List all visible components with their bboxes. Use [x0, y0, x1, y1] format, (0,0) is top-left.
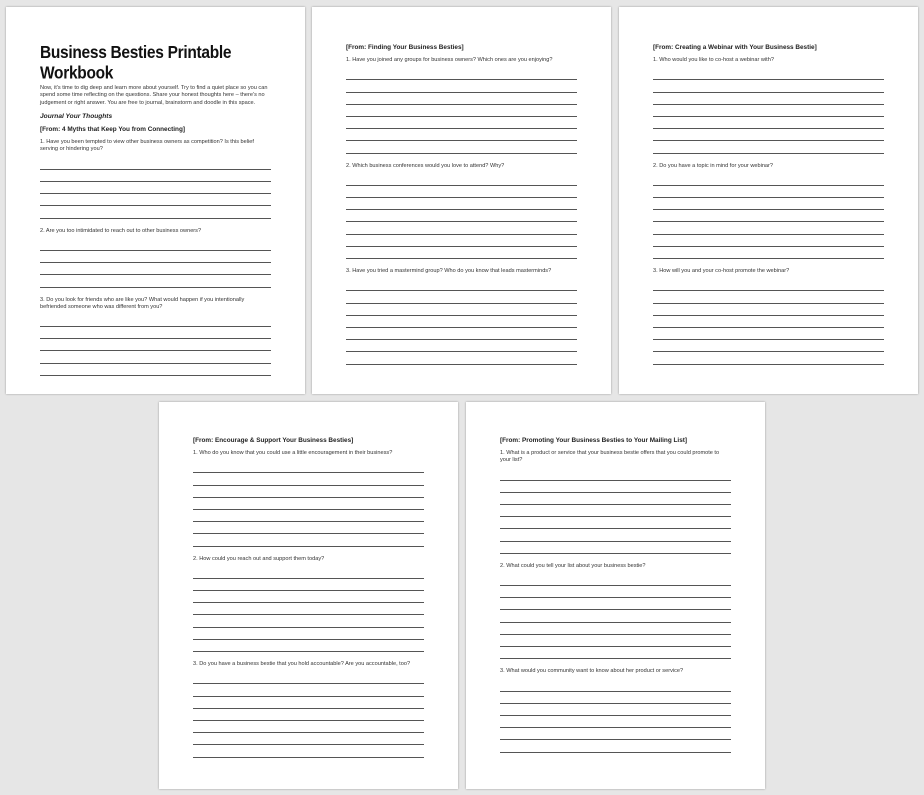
writing-line: [500, 679, 731, 691]
writing-line: [193, 567, 424, 579]
writing-line: [653, 340, 884, 352]
writing-line: [500, 505, 731, 517]
writing-line: [40, 351, 271, 363]
writing-line: [346, 316, 577, 328]
writing-line: [346, 129, 577, 141]
question-block: [653, 163, 884, 260]
writing-line: [653, 316, 884, 328]
writing-line: [193, 733, 424, 745]
writing-line: [40, 339, 271, 351]
writing-line: [346, 291, 577, 303]
writing-line: [193, 510, 424, 522]
writing-line: [346, 68, 577, 80]
writing-lines: [653, 68, 884, 153]
question-block: [40, 228, 271, 288]
section-heading: [From: Promoting Your Business Besties to Your Mailing List]: [500, 437, 688, 444]
writing-line: [500, 468, 731, 480]
writing-line: [653, 186, 884, 198]
writing-lines: [653, 174, 884, 259]
section-heading: [From: Creating a Webinar with Your Business Bestie]: [653, 44, 817, 51]
journal-heading: Journal Your Thoughts: [40, 113, 113, 121]
writing-line: [346, 247, 577, 259]
writing-line: [346, 105, 577, 117]
writing-lines: [653, 279, 884, 364]
writing-line: [346, 174, 577, 186]
question-text: 3. What would you community want to know about her product or service?: [500, 668, 684, 675]
writing-line: [500, 481, 731, 493]
writing-line: [500, 728, 731, 740]
writing-line: [40, 194, 271, 206]
writing-lines: [346, 279, 577, 364]
writing-line: [193, 498, 424, 510]
question-text: 1. Have you been tempted to view other business owners as competition? Is this belief serving or hindering you?: [40, 139, 254, 153]
writing-line: [500, 542, 731, 554]
writing-line: [40, 251, 271, 263]
writing-lines: [40, 158, 271, 219]
writing-line: [346, 328, 577, 340]
writing-line: [40, 182, 271, 194]
question-text: 3. How will you and your co-host promote the webinar?: [653, 268, 790, 275]
question-text: 3. Have you tried a mastermind group? Who do you know that leads masterminds?: [346, 268, 552, 275]
writing-line: [193, 628, 424, 640]
writing-lines: [40, 239, 271, 288]
workbook-page-5: [466, 402, 765, 789]
writing-line: [653, 291, 884, 303]
question-block: [346, 163, 577, 260]
writing-line: [653, 247, 884, 259]
writing-lines: [346, 174, 577, 259]
writing-line: [193, 522, 424, 534]
writing-line: [40, 170, 271, 182]
writing-lines: [500, 679, 731, 752]
writing-line: [40, 158, 271, 170]
writing-lines: [40, 315, 271, 376]
writing-line: [653, 141, 884, 153]
writing-line: [500, 586, 731, 598]
writing-line: [653, 117, 884, 129]
writing-line: [653, 174, 884, 186]
writing-line: [40, 275, 271, 287]
writing-line: [653, 352, 884, 364]
writing-line: [193, 684, 424, 696]
question-text: 2. Are you too intimidated to reach out to other business owners?: [40, 227, 202, 234]
question-block: [653, 268, 884, 365]
writing-line: [40, 364, 271, 376]
section-heading: [From: Encourage & Support Your Business Besties]: [193, 437, 354, 444]
writing-line: [500, 493, 731, 505]
writing-lines: [500, 574, 731, 659]
question-block: [346, 57, 577, 154]
writing-line: [193, 486, 424, 498]
question-text: 2. Do you have a topic in mind for your webinar?: [653, 162, 774, 169]
writing-line: [500, 740, 731, 752]
writing-line: [346, 279, 577, 291]
writing-line: [500, 635, 731, 647]
writing-line: [40, 239, 271, 251]
workbook-page-3: [619, 7, 918, 394]
writing-line: [346, 186, 577, 198]
question-block: [346, 268, 577, 365]
writing-line: [500, 529, 731, 541]
writing-line: [653, 304, 884, 316]
writing-line: [653, 328, 884, 340]
question-text: 2. How could you reach out and support them today?: [193, 555, 325, 562]
writing-line: [193, 603, 424, 615]
question-block: [653, 57, 884, 154]
writing-line: [193, 615, 424, 627]
question-text: 1. Who would you like to co-host a webinar with?: [653, 57, 774, 63]
writing-line: [346, 340, 577, 352]
writing-line: [653, 105, 884, 117]
writing-line: [346, 141, 577, 153]
writing-line: [40, 315, 271, 327]
writing-line: [500, 716, 731, 728]
writing-line: [346, 93, 577, 105]
writing-line: [346, 117, 577, 129]
question-text: 3. Do you look for friends who are like you? What would happen if you intentionally befriended someone who was different from you?: [40, 296, 245, 310]
writing-lines: [346, 68, 577, 153]
section-heading: [From: Finding Your Business Besties]: [346, 44, 464, 51]
writing-line: [500, 704, 731, 716]
writing-line: [193, 745, 424, 757]
writing-lines: [193, 672, 424, 757]
writing-line: [193, 697, 424, 709]
workbook-page-4: [159, 402, 458, 789]
page-title: Business Besties Printable Workbook: [40, 43, 232, 84]
writing-line: [500, 610, 731, 622]
writing-line: [500, 598, 731, 610]
writing-line: [653, 129, 884, 141]
workbook-page-2: [312, 7, 611, 394]
writing-lines: [193, 461, 424, 546]
question-block: [500, 563, 731, 660]
writing-line: [193, 721, 424, 733]
writing-line: [653, 235, 884, 247]
writing-line: [193, 579, 424, 591]
writing-line: [193, 473, 424, 485]
writing-line: [653, 210, 884, 222]
writing-lines: [500, 468, 731, 553]
writing-line: [653, 80, 884, 92]
writing-line: [346, 198, 577, 210]
writing-line: [193, 534, 424, 546]
question-text: 2. Which business conferences would you love to attend? Why?: [346, 162, 505, 169]
question-block: [500, 668, 731, 752]
writing-line: [193, 709, 424, 721]
writing-line: [346, 235, 577, 247]
writing-line: [193, 672, 424, 684]
workbook-page-1: [6, 7, 305, 394]
writing-line: [193, 640, 424, 652]
writing-line: [346, 210, 577, 222]
writing-line: [500, 623, 731, 635]
question-text: 1. Have you joined any groups for business owners? Which ones are you enjoying?: [346, 57, 553, 63]
writing-line: [346, 352, 577, 364]
question-block: [500, 450, 731, 554]
writing-line: [500, 692, 731, 704]
question-block: [193, 450, 424, 547]
intro-text: Now, it's time to dig deep and learn more about yourself. Try to find a quiet place so you can spend some time reflecting on the questions. Share your honest thoughts here – there's no judgement or right answer. You are free to journal, brainstorm and doodle in this space.: [40, 85, 268, 106]
question-text: 1. Who do you know that you could use a little encouragement in their business?: [193, 450, 393, 456]
writing-line: [40, 263, 271, 275]
writing-line: [346, 80, 577, 92]
writing-line: [653, 222, 884, 234]
writing-line: [346, 222, 577, 234]
question-block: [193, 661, 424, 758]
writing-line: [500, 647, 731, 659]
writing-line: [500, 574, 731, 586]
question-text: 2. What could you tell your list about your business bestie?: [500, 562, 646, 569]
question-text: 3. Do you have a business bestie that you hold accountable? Are you accountable, too?: [193, 661, 411, 668]
writing-line: [500, 517, 731, 529]
writing-line: [40, 327, 271, 339]
section-heading: [From: 4 Myths that Keep You from Connecting]: [40, 126, 185, 134]
writing-line: [193, 461, 424, 473]
writing-line: [193, 591, 424, 603]
question-block: [40, 139, 271, 218]
writing-lines: [193, 567, 424, 652]
question-block: [40, 297, 271, 376]
writing-line: [653, 279, 884, 291]
writing-line: [653, 93, 884, 105]
writing-line: [653, 198, 884, 210]
question-block: [193, 556, 424, 653]
writing-line: [653, 68, 884, 80]
writing-line: [346, 304, 577, 316]
question-text: 1. What is a product or service that your business bestie offers that you could promote to your list?: [500, 450, 720, 464]
writing-line: [40, 206, 271, 218]
